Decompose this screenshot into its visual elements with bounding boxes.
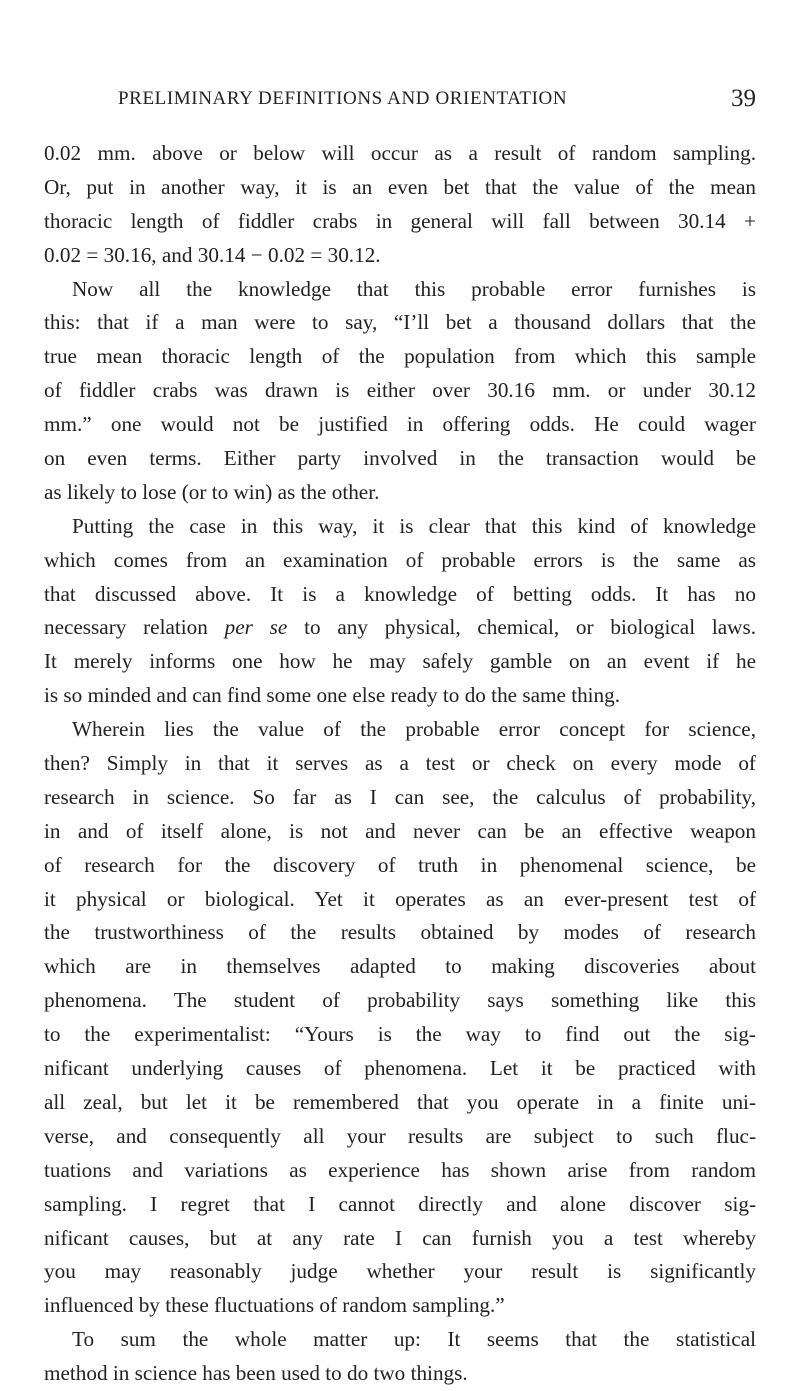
text-line: which are in themselves adapted to making discoveries about bbox=[44, 954, 756, 979]
text-line: in and of itself alone, is not and never can be an effective weapon bbox=[44, 818, 756, 843]
text-segment: necessary relation bbox=[44, 615, 208, 640]
text-segment: to any physical, chemical, or biological laws. bbox=[304, 615, 756, 640]
text-line: is so minded and can find some one else ready to do the same thing. bbox=[44, 683, 621, 708]
text-line: Or, put in another way, it is an even bet that the value of the mean bbox=[44, 174, 756, 199]
body-text bbox=[44, 137, 756, 1391]
text-line: Putting the case in this way, it is clear that this kind of knowledge bbox=[72, 513, 756, 538]
text-line: 0.02 mm. above or below will occur as a result of random sampling. bbox=[44, 141, 756, 165]
text-line: method in science has been used to do two things. bbox=[44, 1361, 468, 1386]
text-line: of research for the discovery of truth in phenomenal science, be bbox=[44, 852, 756, 877]
text-line: nificant causes, but at any rate I can furnish you a test whereby bbox=[44, 1225, 756, 1250]
text-line: of fiddler crabs was drawn is either over 30.16 mm. or under 30.12 bbox=[44, 378, 756, 403]
text-line: that discussed above. It is a knowledge of betting odds. It has no bbox=[44, 581, 756, 606]
text-line: tuations and variations as experience has shown arise from random bbox=[44, 1157, 756, 1182]
text-line: true mean thoracic length of the population from which this sample bbox=[44, 344, 756, 369]
text-line: verse, and consequently all your results are subject to such fluc- bbox=[44, 1123, 756, 1148]
text-line: Wherein lies the value of the probable error concept for science, bbox=[72, 717, 756, 742]
text-line: thoracic length of fiddler crabs in general will fall between 30.14 + bbox=[44, 208, 756, 233]
text-line-with-italic bbox=[44, 611, 756, 645]
text-line: then? Simply in that it serves as a test or check on every mode of bbox=[44, 751, 756, 776]
running-head bbox=[44, 85, 756, 124]
running-title: PRELIMINARY DEFINITIONS AND ORIENTATION bbox=[118, 88, 568, 109]
text-line: on even terms. Either party involved in the transaction would be bbox=[44, 446, 756, 471]
text-line: nificant underlying causes of phenomena. Let it be practiced with bbox=[44, 1056, 756, 1081]
text-line: which comes from an examination of probable errors is the same as bbox=[44, 547, 756, 572]
text-line: you may reasonably judge whether your result is significantly bbox=[44, 1259, 756, 1284]
text-line: to the experimentalist: “Yours is the way to find out the sig- bbox=[44, 1022, 756, 1047]
text-line: Now all the knowledge that this probable error furnishes is bbox=[72, 276, 756, 301]
page-number: 39 bbox=[731, 85, 756, 112]
text-line: it physical or biological. Yet it operates as an ever-present test of bbox=[44, 886, 756, 911]
text-line: mm.” one would not be justified in offering odds. He could wager bbox=[44, 412, 756, 437]
text-line: the trustworthiness of the results obtained by modes of research bbox=[44, 920, 756, 945]
italic-phrase: per se bbox=[224, 615, 288, 640]
text-line: It merely informs one how he may safely gamble on an event if he bbox=[44, 649, 756, 674]
text-line: influenced by these fluctuations of random sampling.” bbox=[44, 1293, 505, 1318]
text-line: all zeal, but let it be remembered that you operate in a finite uni- bbox=[44, 1089, 756, 1114]
text-line: sampling. I regret that I cannot directly and alone discover sig- bbox=[44, 1191, 756, 1216]
text-line: To sum the whole matter up: It seems that the statistical bbox=[72, 1327, 756, 1352]
text-line: this: that if a man were to say, “I’ll bet a thousand dollars that the bbox=[44, 310, 756, 335]
text-line: as likely to lose (or to win) as the other. bbox=[44, 479, 380, 504]
text-line: phenomena. The student of probability says something like this bbox=[44, 988, 756, 1013]
text-line: 0.02 = 30.16, and 30.14 − 0.02 = 30.12. bbox=[44, 242, 381, 267]
text-line: research in science. So far as I can see, the calculus of probability, bbox=[44, 784, 756, 809]
